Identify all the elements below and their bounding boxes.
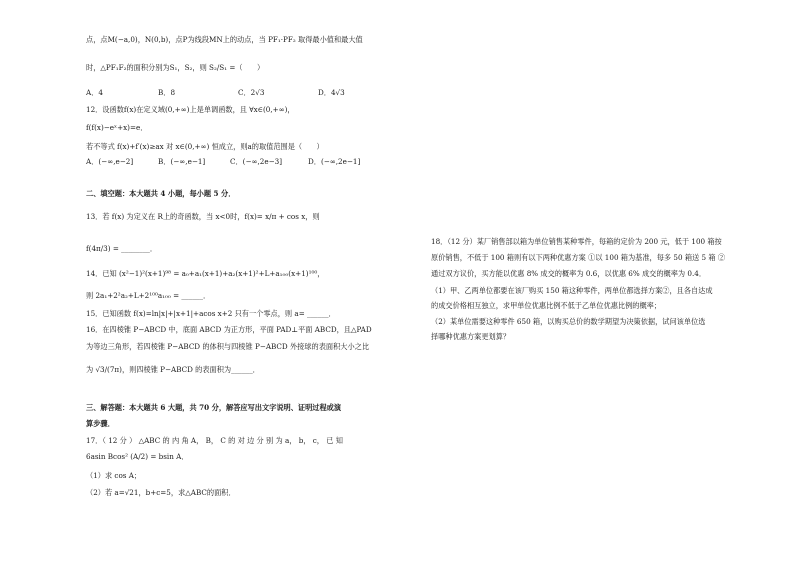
q14-text-line2: 则 2a₁+2²a₂+L+2¹⁰⁰a₁₀₀ = ______． xyxy=(86,291,211,300)
q12-text-line3: 若不等式 f(x)+f′(x)≥ax 对 x∈(0,+∞) 恒成立，则a的取值范围是（ ） xyxy=(86,142,324,151)
section2-title: 二、填空题：本大题共 4 小题，每小题 5 分． xyxy=(86,189,236,198)
q12-text-line2: f(f(x)−eˣ+x)=e． xyxy=(86,123,148,132)
q12-option-b: B．(−∞,e−1] xyxy=(158,157,206,166)
q11-option-a: A．4 xyxy=(86,88,103,97)
q18-text-line2: 原价销售，不低于 100 箱则有以下两种优惠方案 ①以 100 箱为基准，每多 50 箱送 5 箱 ② xyxy=(431,253,726,262)
q18-subquestion-2-line1: （2）某单位需要这种零件 650 箱，以购买总价的数学期望为决策依据，试问该单位选 xyxy=(431,317,706,326)
q12-text-line1: 12．设函数f(x)在定义域(0,+∞)上是单调函数，且 ∀x∈(0,+∞)， xyxy=(86,105,295,114)
q11-option-b: B．8 xyxy=(158,88,176,97)
q11-options xyxy=(86,89,396,98)
q11-option-d: D．4√3 xyxy=(318,88,345,97)
q16-text-line1: 16．在四棱锥 P−ABCD 中，底面 ABCD 为正方形，平面 PAD⊥平面 ABCD，且△PAD xyxy=(86,325,372,334)
q12-option-c: C．(−∞,2e−3] xyxy=(230,157,283,166)
q11-text-line2: 时，△PF₁F₂的面积分别为S₁，S₂，则 S₂/S₁ =（ ） xyxy=(86,63,265,72)
q17-subquestion-2: （2）若 a=√21，b+c=5，求△ABC的面积． xyxy=(86,488,236,497)
q12-options xyxy=(86,158,396,167)
q17-subquestion-1: （1）求 cos A； xyxy=(86,471,142,480)
q16-text-line2: 为等边三角形，若四棱锥 P−ABCD 的体积与四棱锥 P−ABCD 外接球的表面积大小之比 xyxy=(86,342,370,351)
q12-option-d: D．(−∞,2e−1] xyxy=(308,157,361,166)
q17-text-line1: 17．（ 12 分 ） △ABC 的 内 角 A， B， C 的 对 边 分 别 为 a， b， c， 已 知 xyxy=(86,436,343,445)
section3-title-line1: 三、解答题：本大题共 6 大题，共 70 分，解答应写出文字说明、证明过程或演 xyxy=(86,403,342,412)
q18-text-line3: 通过双方议价，买方能以优惠 8% 成交的概率为 0.6，以优惠 6% 成交的概率为 0.4． xyxy=(431,269,707,278)
q18-subquestion-2-line2: 择哪种优惠方案更划算？ xyxy=(431,332,511,341)
q14-text-line1: 14．已知 (x²−1)²(x+1)⁹⁸ = a₀+a₁(x+1)+a₂(x+1)²+L+a₁₀₀(x+1)¹⁰⁰， xyxy=(86,269,325,278)
q11-option-c: C．2√3 xyxy=(238,88,265,97)
q16-text-line3: 为 √3/(7π)，则四棱锥 P−ABCD 的表面积为______． xyxy=(86,365,260,374)
q18-text-line1: 18．（12 分）某厂销售部以箱为单位销售某种零件，每箱的定价为 200 元，低于 100 箱按 xyxy=(431,237,722,246)
q13-text-line1: 13．若 f(x) 为定义在 R上的奇函数，当 x<0时，f(x)= x/π + cos x，则 xyxy=(86,212,320,221)
q18-subquestion-1-line1: （1）甲、乙两单位都要在该厂购买 150 箱这种零件，两单位都选择方案②，且各自达成 xyxy=(431,286,713,295)
q18-subquestion-1-line2: 的成交价格相互独立，求甲单位优惠比例不低于乙单位优惠比例的概率； xyxy=(431,301,662,310)
q11-text-line1: 点，点M(−a,0)，N(0,b)，点P为线段MN上的动点，当 PF₁·PF₂ 取得最小值和最大值 xyxy=(86,35,363,44)
q12-option-a: A．(−∞,e−2] xyxy=(86,157,134,166)
q13-text-line2: f(4π/3) = ________． xyxy=(86,244,158,253)
q15-text-line1: 15．已知函数 f(x)=ln|x|+|x+1|+acos x+2 只有一个零点，则 a= ______． xyxy=(86,309,336,318)
q17-text-line2: 6asin Bcos² (A/2) = bsin A． xyxy=(86,452,189,461)
section3-title-line2: 算步骤． xyxy=(86,419,115,428)
